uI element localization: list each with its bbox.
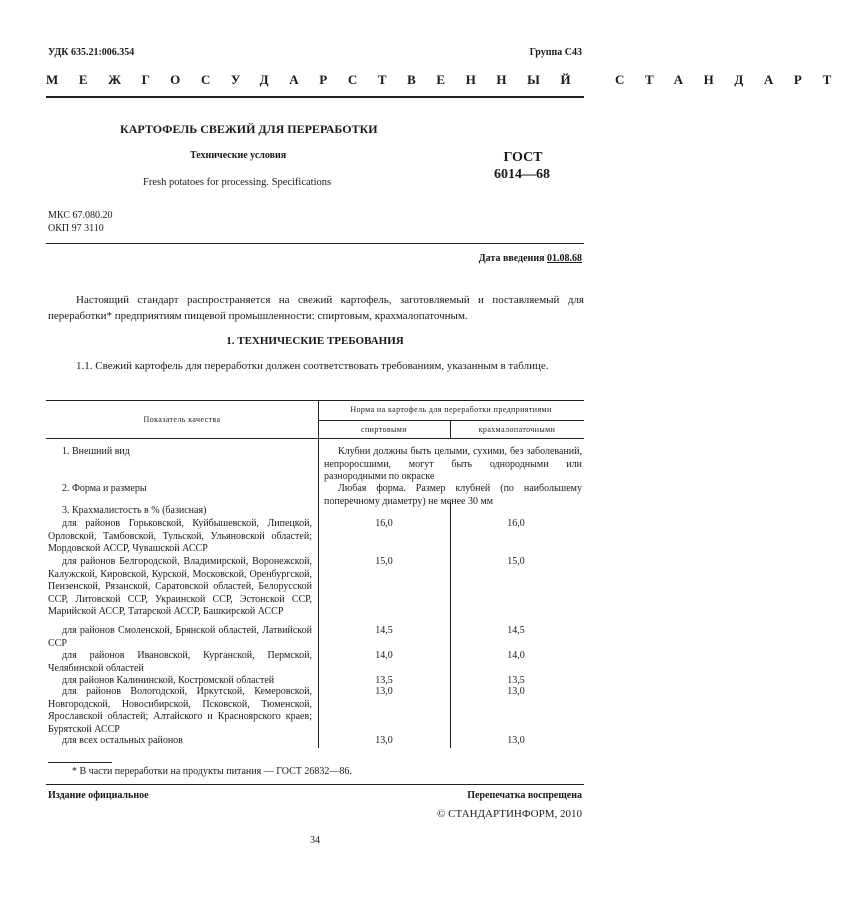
mks-code: МКС 67.080.20: [48, 210, 113, 221]
region-text: для районов Белгородской, Владимирской, Воронежской, Калужской, Кировской, Курской, Московской, Оренбургской, Пензенской, Рязанской, Саратовской областей, Белорусской ССР, Литовской ССР, Украинской ССР, Эстонской ССР, Марийской АССР, Татарской АССР, Башкирской АССР: [48, 556, 312, 617]
region-starch-value: 16,0: [507, 518, 525, 529]
okp-code: ОКП 97 3110: [48, 223, 104, 234]
region-spirit-value: 13,5: [375, 675, 393, 686]
header-indicator: Показатель качества: [143, 415, 221, 424]
table-col-divider: [318, 400, 319, 748]
standard-banner: МЕЖГОСУДАРСТВЕННЫЙ СТАНДАРТ: [46, 72, 852, 87]
region-starch-value: 15,0: [507, 556, 525, 567]
group-code: Группа С43: [529, 47, 582, 58]
clause-1-1: 1.1. Свежий картофель для переработки должен соответствовать требованиям, указанным в таблице.: [76, 360, 549, 372]
udk-code: УДК 635.21:006.354: [48, 47, 135, 58]
row2-label: 2. Форма и размеры: [62, 483, 147, 494]
header-norm: Норма на картофель для переработки предприятиями: [350, 405, 552, 414]
region-text: для районов Горьковской, Куйбышевской, Липецкой, Орловской, Тамбовской, Тульской, Ульяновской областей; Мордовской АССР, Чувашской АССР: [48, 518, 312, 554]
row2-text: Любая форма. Размер клубней (по наибольшему поперечному диаметру) не менее 30 мм: [324, 483, 582, 507]
header-spirit: спиртовыми: [361, 425, 407, 434]
region-spirit-value: 14,5: [375, 625, 393, 636]
region-text: для районов Ивановской, Курганской, Пермской, Челябинской областей: [48, 650, 312, 674]
footer-rule: [46, 784, 584, 785]
page-number: 34: [310, 835, 320, 846]
banner-rule: [46, 96, 584, 98]
intro-date-label: Дата введения: [478, 253, 545, 264]
table-header-rule: [46, 438, 584, 439]
region-spirit-value: 15,0: [375, 556, 393, 567]
region-starch-value: 14,0: [507, 650, 525, 661]
section-title: 1. ТЕХНИЧЕСКИЕ ТРЕБОВАНИЯ: [226, 335, 404, 347]
document-title: КАРТОФЕЛЬ СВЕЖИЙ ДЛЯ ПЕРЕРАБОТКИ: [120, 122, 378, 136]
region-spirit-value: 13,0: [375, 686, 393, 697]
edition-label: Издание официальное: [48, 790, 149, 801]
region-starch-value: 14,5: [507, 625, 525, 636]
row1-text: Клубни должны быть целыми, сухими, без заболеваний, непроросшими, могут быть однородными или разнородными по окраске: [324, 446, 582, 482]
document-subtitle: Технические условия: [190, 150, 287, 161]
region-starch-value: 13,0: [507, 735, 525, 746]
header-starch: крахмалопаточными: [478, 425, 556, 434]
region-text: для районов Смоленской, Брянской областей, Латвийской ССР: [48, 625, 312, 649]
row1-label: 1. Внешний вид: [62, 446, 130, 457]
english-title: Fresh potatoes for processing. Specifications: [143, 177, 332, 188]
intro-date: [479, 253, 582, 264]
codes-rule: [46, 243, 584, 244]
table-subheader-rule: [318, 420, 584, 421]
footnote-rule: [48, 762, 112, 763]
region-spirit-value: 14,0: [375, 650, 393, 661]
region-text: для всех остальных районов: [62, 735, 183, 746]
row3-label: 3. Крахмалистость в % (базисная): [62, 505, 207, 516]
region-spirit-value: 16,0: [375, 518, 393, 529]
gost-number: 6014—68: [494, 167, 550, 182]
intro-date-value: 01.08.68: [547, 253, 582, 264]
region-text: для районов Вологодской, Иркутской, Кемеровской, Новгородской, Новосибирской, Псковской, Тюменской, Ярославской областей; Алтайского и Красноярского краев; Бурятской АССР: [48, 686, 312, 735]
footnote: * В части переработки на продукты питания — ГОСТ 26832—86.: [72, 766, 352, 777]
reprint-notice: Перепечатка воспрещена: [467, 790, 582, 801]
copyright: © СТАНДАРТИНФОРМ, 2010: [437, 808, 582, 820]
table-subcol-divider-lower: [450, 502, 451, 748]
table-top-rule: [46, 400, 584, 401]
gost-label: ГОСТ: [503, 150, 543, 165]
region-text: для районов Калининской, Костромской областей: [62, 675, 275, 686]
intro-paragraph: Настоящий стандарт распространяется на свежий картофель, заготовляемый и поставляемый для переработки* предприятиям пищевой промышленности: спиртовым, крахмалопаточным.: [48, 294, 584, 322]
region-starch-value: 13,0: [507, 686, 525, 697]
region-spirit-value: 13,0: [375, 735, 393, 746]
region-starch-value: 13,5: [507, 675, 525, 686]
